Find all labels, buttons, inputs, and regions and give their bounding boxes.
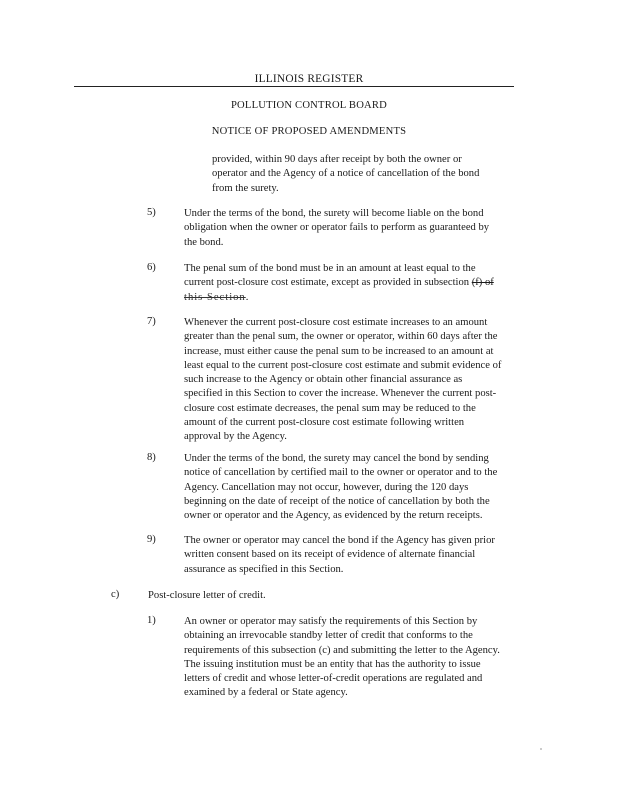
item-number: 5): [147, 207, 156, 218]
header-rule: [74, 86, 514, 87]
board-name: POLLUTION CONTROL BOARD: [230, 100, 388, 111]
text-fragment: .: [245, 291, 249, 303]
text-line: The owner or operator may cancel the bond if the Agency has given prior: [184, 535, 495, 546]
text-line: [184, 276, 494, 290]
text-line: operator and the Agency of a notice of cancellation of the bond: [212, 168, 480, 180]
register-title: ILLINOIS REGISTER: [254, 73, 364, 85]
text-line: approval by the Agency.: [184, 431, 287, 443]
text-line: The penal sum of the bond must be in an amount at least equal to the: [184, 263, 476, 274]
item-7-paragraph: [184, 316, 501, 445]
item-number: 6): [147, 262, 156, 273]
text-line: [184, 291, 494, 305]
item-number: 9): [147, 534, 156, 545]
text-line: such increase to the Agency or obtain other financial assurance as: [184, 374, 463, 386]
struck-text: this Section: [184, 291, 246, 303]
text-line: from the surety.: [212, 182, 279, 194]
text-line: amount of the current post-closure cost estimate following written: [184, 417, 465, 429]
item-6-paragraph: [184, 262, 494, 305]
notice-title: NOTICE OF PROPOSED AMENDMENTS: [211, 126, 407, 137]
text-line: assurance as specified in this Section.: [184, 563, 344, 575]
text-line: owner or operator and the Agency, as evidenced by the return receipts.: [184, 510, 483, 522]
text-line: Whenever the current post-closure cost estimate increases to an amount: [184, 317, 488, 328]
scan-speck: [540, 748, 542, 750]
item-8-paragraph: [184, 452, 497, 523]
item-9-paragraph: [184, 534, 495, 577]
text-line: greater than the penal sum, the owner or operator, within 60 days after the: [184, 331, 498, 343]
text-line: provided, within 90 days after receipt by both the owner or: [212, 154, 462, 165]
text-line: examined by a federal or State agency.: [184, 687, 348, 699]
text-line: written consent based on its receipt of evidence of alternate financial: [184, 549, 476, 561]
item-number: 7): [147, 316, 156, 327]
text-line: obtaining an irrevocable standby letter of credit that conforms to the: [184, 630, 473, 642]
struck-text: (f) of: [471, 277, 494, 289]
item-c1-paragraph: [184, 615, 500, 701]
text-line: Under the terms of the bond, the surety may cancel the bond by sending: [184, 453, 489, 464]
item-5-paragraph: [184, 207, 489, 250]
text-line: beginning on the date of receipt of the notice of cancellation by both the: [184, 495, 490, 507]
text-line: least equal to the current post-closure cost estimate and submit evidence of: [184, 359, 502, 371]
text-line: requirements of this subsection (c) and submitting the letter to the Agency.: [184, 644, 500, 656]
text-line: closure cost estimate decreases, the penal sum may be reduced to the: [184, 402, 476, 414]
text-line: Agency. Cancellation may not occur, however, during the 120 days: [184, 481, 469, 493]
section-heading: Post-closure letter of credit.: [148, 590, 266, 601]
text-line: notice of cancellation by certified mail to the owner or operator and to the: [184, 467, 498, 479]
text-line: The issuing institution must be an entity that has the authority to issue: [184, 658, 481, 670]
text-line: the bond.: [184, 236, 224, 248]
item-number: 8): [147, 452, 156, 463]
text-line: obligation when the owner or operator fails to perform as guaranteed by: [184, 222, 490, 234]
text-fragment: current post-closure cost estimate, except as provided in subsection: [184, 277, 472, 289]
text-line: An owner or operator may satisfy the requirements of this Section by: [184, 616, 478, 627]
text-line: letters of credit and whose letter-of-credit operations are regulated and: [184, 673, 483, 685]
text-line: increase, must either cause the penal sum to be increased to an amount at: [184, 345, 494, 357]
text-line: Under the terms of the bond, the surety will become liable on the bond: [184, 208, 484, 219]
text-line: specified in this Section to cover the increase. Whenever the current post-: [184, 388, 497, 400]
item-number: 1): [147, 615, 156, 626]
section-letter: c): [111, 589, 120, 600]
continuation-paragraph: [212, 153, 479, 196]
